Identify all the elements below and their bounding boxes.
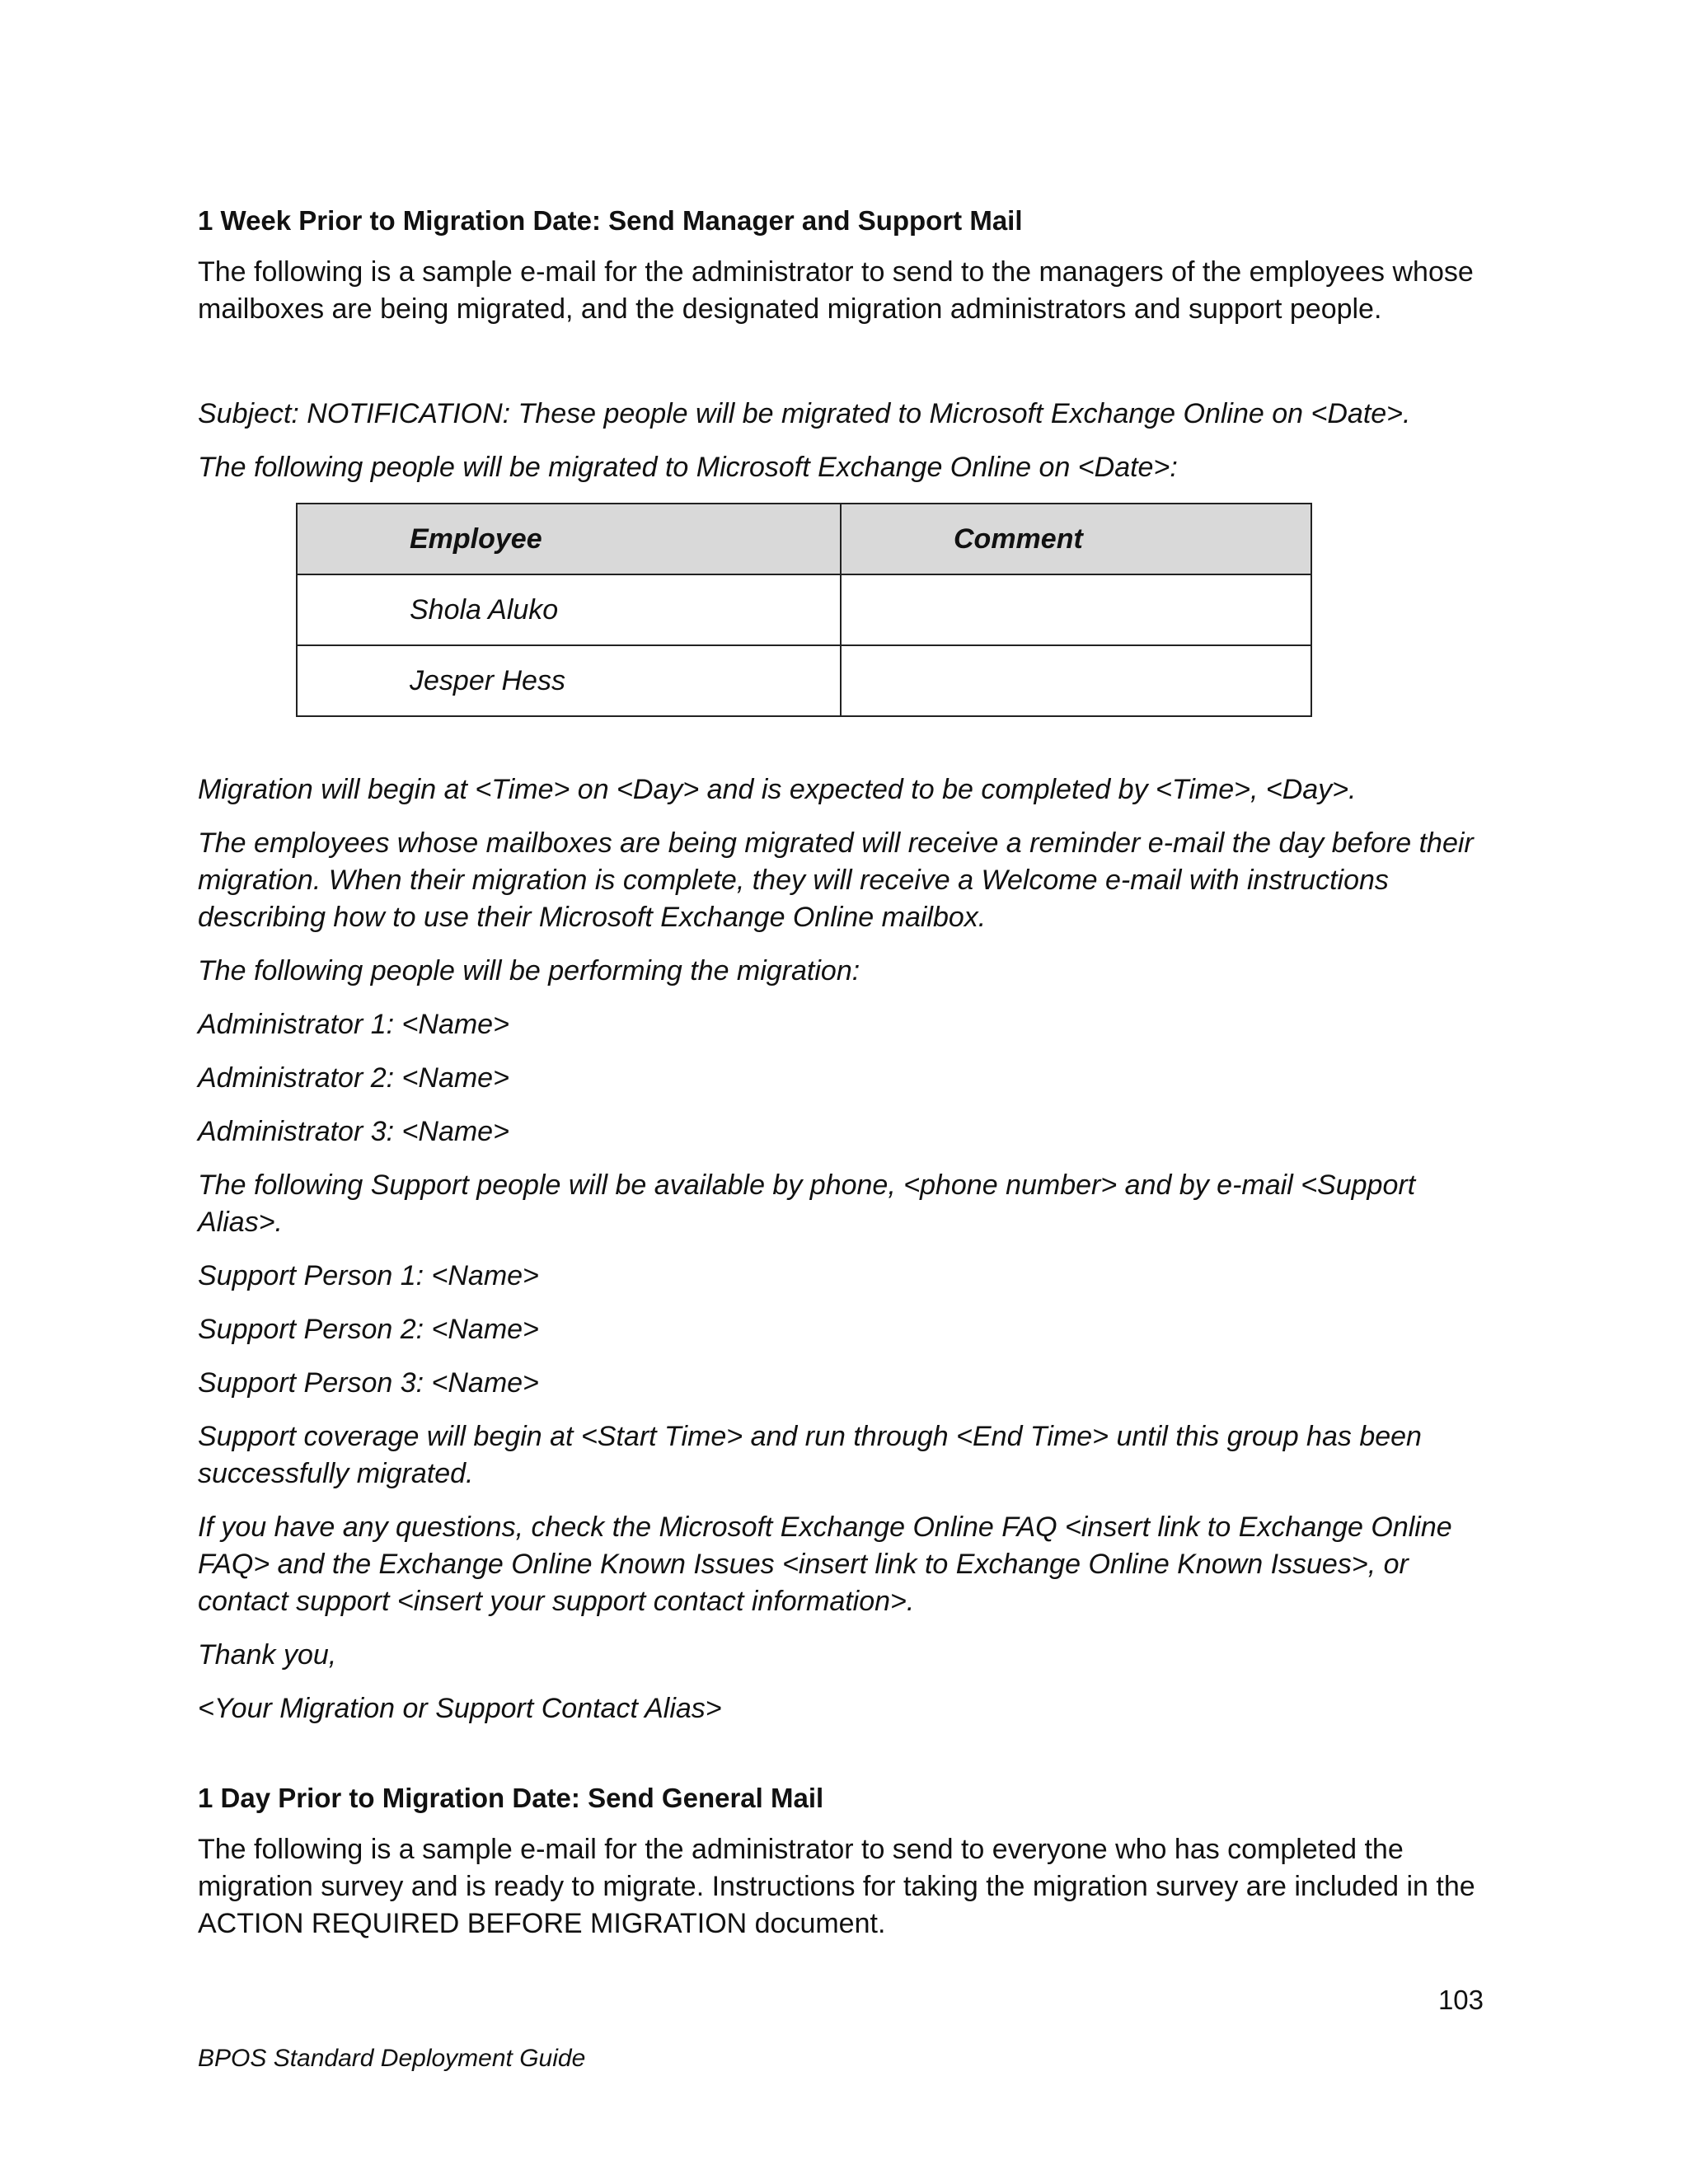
email-reminder: The employees whose mailboxes are being migrated will receive a reminder e-mail the day before their migration. When their migration is complete, they will receive a Welcome e-mail with instructions describing how to use their Microsoft Exchange Online mailbox. (198, 827, 1474, 933)
email-list-intro: The following people will be migrated to Microsoft Exchange Online on <Date>: (198, 452, 1178, 483)
employee-cell: Jesper Hess (297, 645, 841, 716)
table-row (297, 574, 1311, 645)
column-header-employee: Employee (297, 504, 841, 574)
section-intro-week-prior: The following is a sample e-mail for the administrator to send to the managers of the employees whose mailboxes are being migrated, and the designated migration administrators and support people. (198, 256, 1474, 325)
email-support-intro: The following Support people will be available by phone, <phone number> and by e-mail <Support Alias>. (198, 1169, 1416, 1238)
support-person-line: Support Person 2: <Name> (198, 1314, 539, 1345)
page-number: 103 (1437, 1985, 1484, 2015)
email-questions: If you have any questions, check the Microsoft Exchange Online FAQ <insert link to Exchange Online FAQ> and the Exchange Online Known Issues <insert link to Exchange Online Known Issues>, or contact support <insert your support contact information>. (198, 1511, 1452, 1617)
email-schedule: Migration will begin at <Time> on <Day> and is expected to be completed by <Time>, <Day>. (198, 774, 1357, 805)
administrator-line: Administrator 2: <Name> (198, 1062, 509, 1094)
section-heading-day-prior: 1 Day Prior to Migration Date: Send General Mail (198, 1783, 824, 1813)
support-person-line: Support Person 1: <Name> (198, 1260, 539, 1291)
email-coverage: Support coverage will begin at <Start Time> and run through <End Time> until this group has been successfully migrated. (198, 1421, 1422, 1489)
sample-email-manager-support (198, 396, 1484, 1727)
page-content (198, 203, 1484, 1959)
employee-table (296, 503, 1312, 717)
table-row (297, 645, 1311, 716)
email-signature: <Your Migration or Support Contact Alias> (198, 1693, 722, 1724)
section-intro-day-prior: The following is a sample e-mail for the administrator to send to everyone who has completed the migration survey and is ready to migrate. Instructions for taking the migration survey are included in the ACTION REQUIRED BEFORE MIGRATION document. (198, 1834, 1475, 1939)
page-footer: BPOS Standard Deployment Guide (198, 2045, 586, 2072)
administrator-line: Administrator 3: <Name> (198, 1116, 509, 1147)
email-performers-intro: The following people will be performing the migration: (198, 955, 860, 987)
column-header-comment: Comment (841, 504, 1311, 574)
employee-cell: Shola Aluko (297, 574, 841, 645)
comment-cell (841, 645, 1311, 716)
administrator-line: Administrator 1: <Name> (198, 1009, 509, 1040)
support-person-line: Support Person 3: <Name> (198, 1367, 539, 1399)
email-subject: Subject: NOTIFICATION: These people will be migrated to Microsoft Exchange Online on <Date>. (198, 398, 1411, 429)
comment-cell (841, 574, 1311, 645)
email-closing: Thank you, (198, 1639, 337, 1671)
table-header-row (297, 504, 1311, 574)
section-heading-week-prior: 1 Week Prior to Migration Date: Send Manager and Support Mail (198, 205, 1023, 236)
